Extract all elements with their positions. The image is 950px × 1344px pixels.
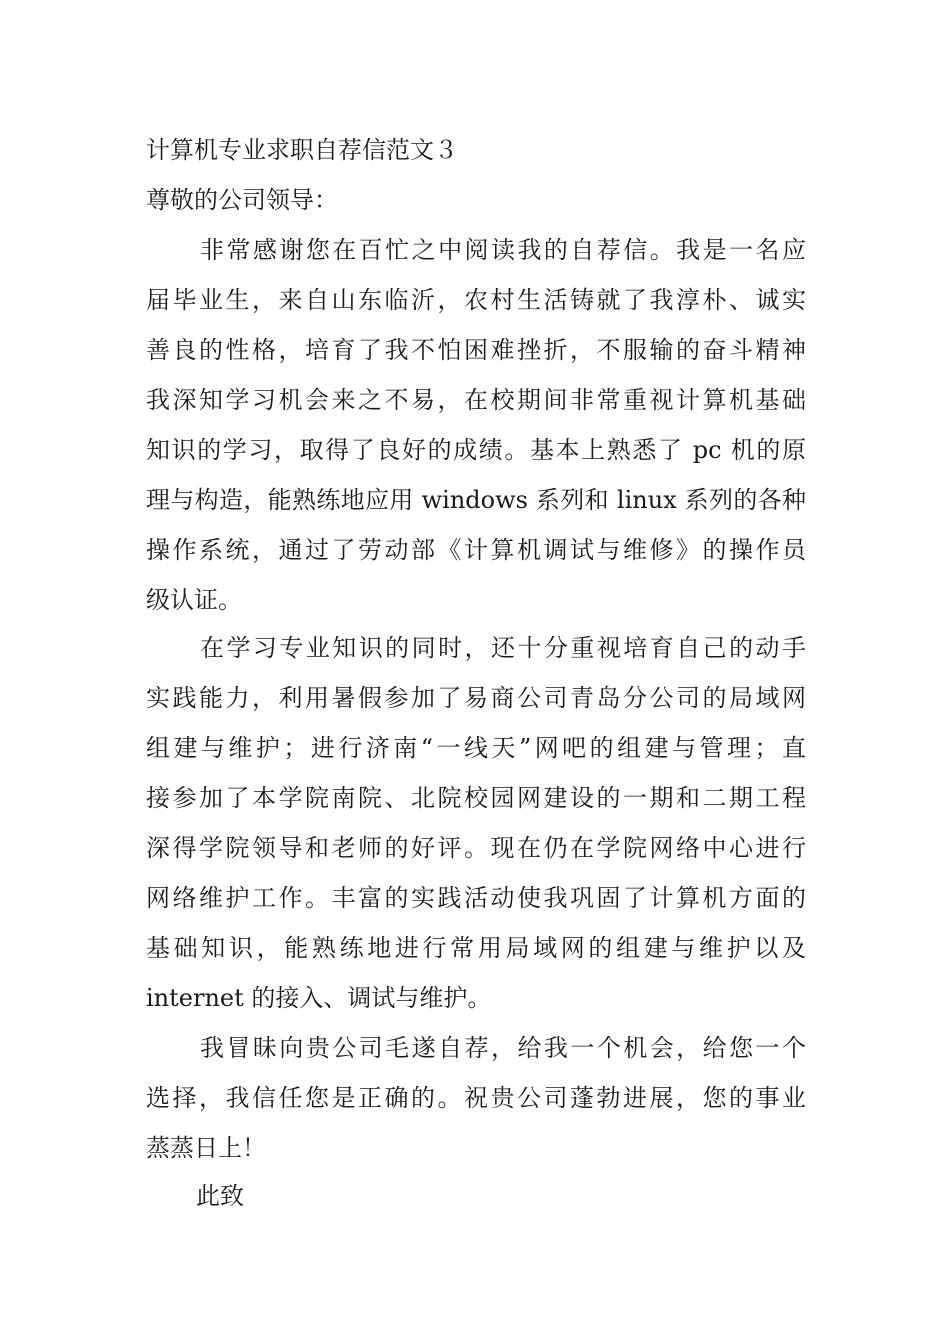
paragraph-line: 我深知学习机会来之不易，在校期间非常重视计算机基础 [146,386,806,414]
paragraph-line: 接参加了本学院南院、北院校园网建设的一期和二期工程 [146,784,806,812]
closing: 此致 [196,1182,244,1210]
paragraph-line: 理与构造，能熟练地应用 windows 系列和 linux 系列的各种 [146,486,806,514]
paragraph-line: 组建与维护；进行济南“一线天”网吧的组建与管理；直 [146,734,806,762]
paragraph-line: 届毕业生，来自山东临沂，农村生活铸就了我淳朴、诚实 [146,286,806,314]
paragraph-line: 深得学院领导和老师的好评。现在仍在学院网络中心进行 [146,834,806,862]
paragraph-line: 蒸蒸日上！ [146,1134,266,1162]
paragraph-line: 操作系统，通过了劳动部《计算机调试与维修》的操作员 [146,536,806,564]
paragraph-line: 级认证。 [146,586,242,614]
paragraph-line: 在学习专业知识的同时，还十分重视培育自己的动手 [200,634,806,662]
paragraph-line: internet 的接入、调试与维护。 [146,984,492,1012]
paragraph-line: 非常感谢您在百忙之中阅读我的自荐信。我是一名应 [200,236,806,264]
paragraph-line: 基础知识，能熟练地进行常用局域网的组建与维护以及 [146,934,806,962]
paragraph-line: 知识的学习，取得了良好的成绩。基本上熟悉了 pc 机的原 [146,436,806,464]
paragraph-line: 我冒昧向贵公司毛遂自荐，给我一个机会，给您一个 [200,1034,806,1062]
paragraph-line: 选择，我信任您是正确的。祝贵公司蓬勃进展，您的事业 [146,1084,806,1112]
document-title: 计算机专业求职自荐信范文３ [146,136,458,164]
salutation: 尊敬的公司领导： [146,186,338,214]
paragraph-line: 实践能力，利用暑假参加了易商公司青岛分公司的局域网 [146,684,806,712]
paragraph-line: 善良的性格，培育了我不怕困难挫折，不服输的奋斗精神 [146,336,806,364]
paragraph-line: 网络维护工作。丰富的实践活动使我巩固了计算机方面的 [146,884,806,912]
